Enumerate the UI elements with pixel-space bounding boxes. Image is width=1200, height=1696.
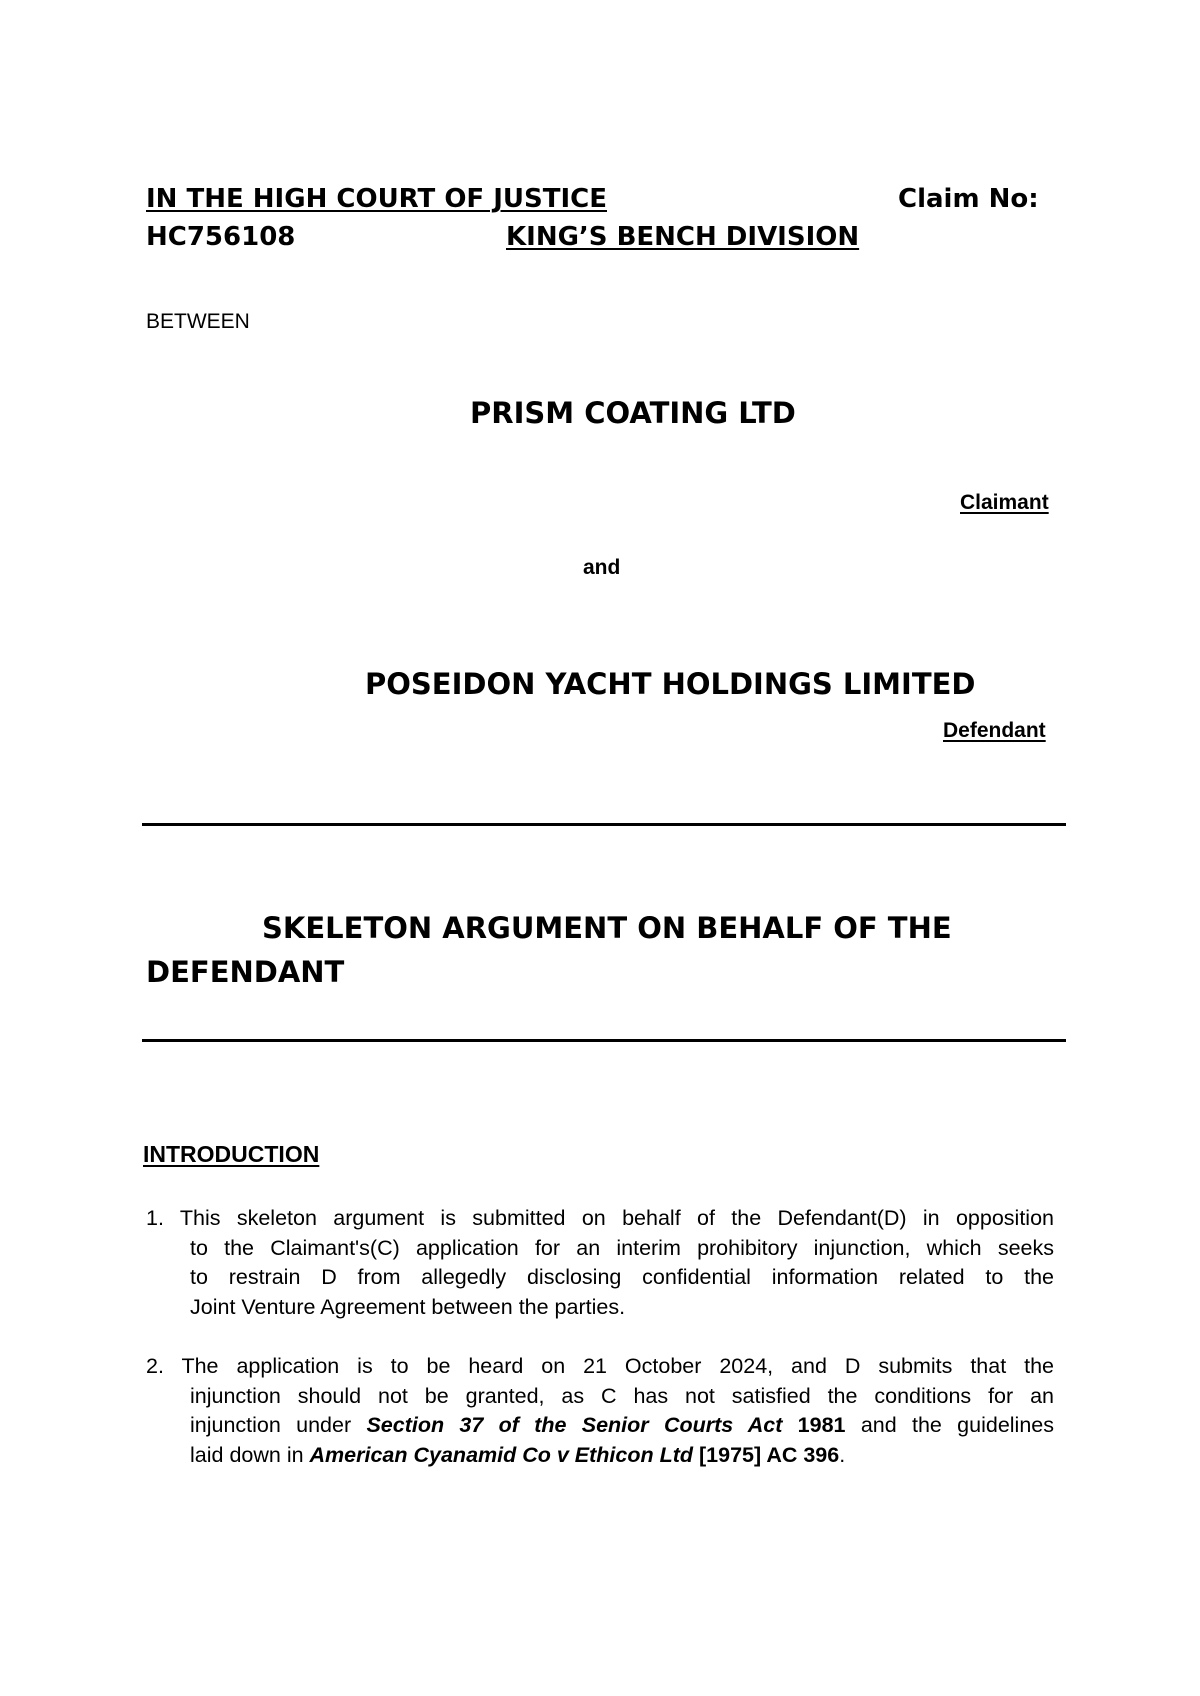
title-top-rule [142,823,1066,826]
paragraph-1-line: Joint Venture Agreement between the parties. [190,1294,626,1319]
case-citation: [1975] AC 396 [693,1442,840,1467]
paragraph-1 [146,1204,1054,1322]
paragraph-2-line-4 [190,1441,1054,1471]
statute-reference: Section 37 of the Senior Courts Act [366,1413,783,1437]
paragraph-2-line: 2. The application is to be heard on 21 October 2024, and D submits that the [146,1354,1054,1378]
paragraph-2-line-3 [190,1411,1054,1441]
title-bottom-rule [142,1039,1066,1042]
case-name: American Cyanamid Co v Ethicon Ltd [309,1442,694,1467]
paragraph-2 [146,1352,1054,1470]
court-division: KING’S BENCH DIVISION [506,222,860,252]
between-label: BETWEEN [146,310,250,333]
defendant-role: Defendant [943,719,1046,742]
p2-text: injunction under [190,1413,367,1437]
document-title-line1: SKELETON ARGUMENT ON BEHALF OF THE [262,911,952,945]
introduction-heading: INTRODUCTION [143,1141,320,1167]
paragraph-1-line: to the Claimant's(C) application for an interim prohibitory injunction, which seeks [190,1235,1054,1260]
claim-number-label: Claim No: [898,184,1039,214]
claimant-role: Claimant [960,491,1049,514]
paragraph-1-line: 1. This skeleton argument is submitted on behalf of the Defendant(D) in opposition [146,1206,1054,1230]
p2-text: laid down in [190,1442,310,1467]
defendant-name: POSEIDON YACHT HOLDINGS LIMITED [365,667,976,701]
statute-year: 1981 [782,1413,846,1437]
document-title-line2: DEFENDANT [146,955,345,989]
court-name: IN THE HIGH COURT OF JUSTICE [146,184,607,214]
claimant-name: PRISM COATING LTD [470,396,796,430]
p2-text: and the guidelines [845,1413,1054,1437]
and-label: and [583,556,621,579]
paragraph-2-line: injunction should not be granted, as C has not satisfied the conditions for an [190,1383,1054,1408]
p2-text: . [839,1442,846,1467]
paragraph-1-line: to restrain D from allegedly disclosing confidential information related to the [190,1265,1054,1289]
claim-number: HC756108 [146,222,296,252]
